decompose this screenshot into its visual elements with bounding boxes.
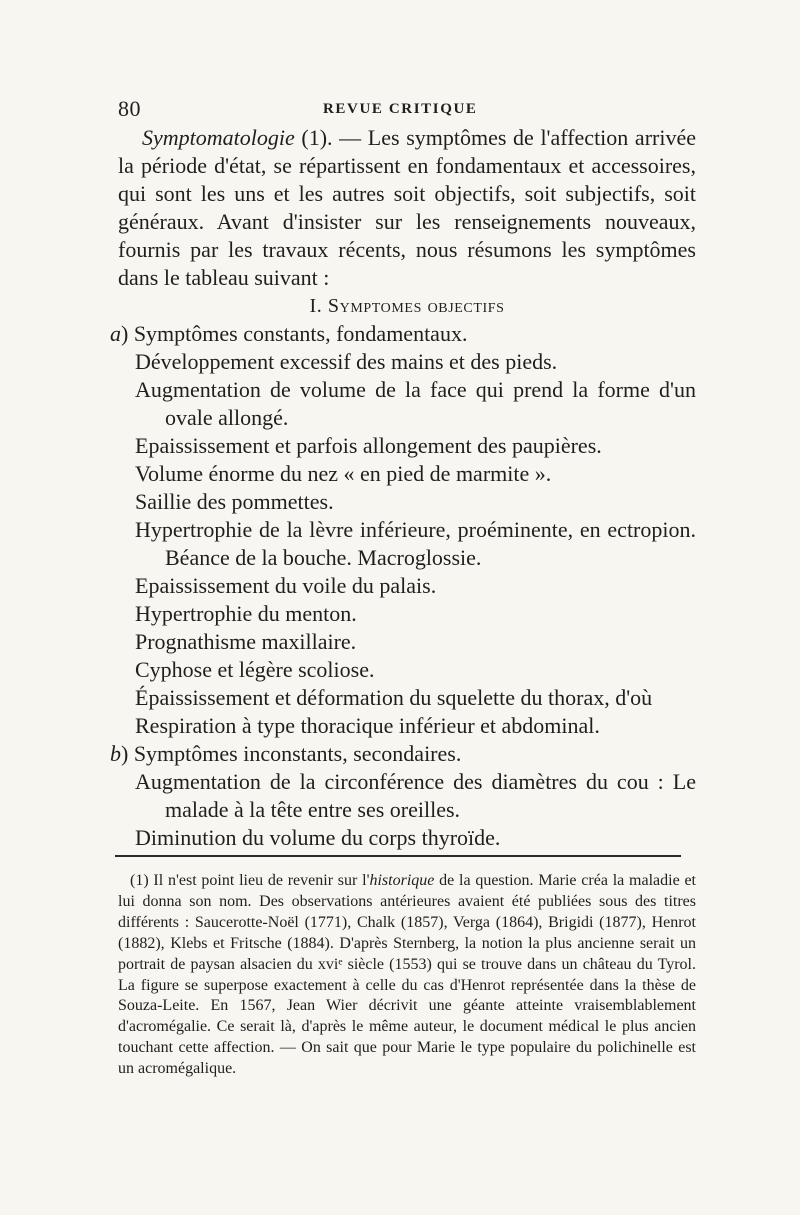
list-item: Cyphose et légère scoliose. — [135, 657, 375, 682]
footnote-rule — [115, 855, 681, 857]
footnote — [118, 871, 696, 1080]
list-item: Saillie des pommettes. — [135, 489, 334, 514]
footnote-text: de la question. Marie créa la maladie et lui donna son nom. Des observations antérieures avaient été publiées sous des titres différents : Saucerotte-Noël (1771), Chalk (1857), Verga (1864), Brigidi (1877), Henrot (1882), Klebs et Fritsche (1884). D'après Sternberg, la notion la plus ancienne serait un portrait de paysan alsacien du xviᵉ siècle (1553) qui se trouve dans un château du Tyrol. La figure se superpose exactement à celle du cas d'Henrot représentée dans la thèse de Souza-Leite. En 1567, Jean Wier décrivit une géante atteinte vraisemblablement d'acromégalie. Ce serait là, d'après le même auteur, le document médical le plus ancien touchant cette affection. — On sait que pour Marie le type populaire du polichinelle est un acromégalique. — [118, 872, 696, 1078]
list-item: Epaississement du voile du palais. — [135, 573, 437, 598]
list-item: Respiration à type thoracique inférieur et abdominal. — [135, 713, 600, 738]
intro-lead-italic: Symptomatologie — [142, 125, 295, 150]
group-b-letter: b — [110, 741, 121, 766]
group-b-label — [110, 740, 696, 768]
footnote-marker: (1) Il n'est point lieu de revenir sur l' — [130, 872, 370, 889]
intro-text: (1). — Les symptômes de l'affection arrivée la période d'état, se répartissent en fondamentaux et accessoires, qui sont les uns et les autres soit objectifs, soit subjectifs, soit généraux. Avant d'insister sur les renseignements nouveaux, fournis par les travaux récents, nous résumons les symptômes dans le tableau suivant : — [118, 125, 696, 290]
group-a-label — [110, 320, 696, 348]
running-head: REVUE CRITIQUE — [323, 101, 478, 117]
group-b-text: ) Symptômes inconstants, secondaires. — [121, 741, 462, 766]
list-item: Hypertrophie du menton. — [135, 601, 357, 626]
footnote-italic: historique — [369, 872, 435, 889]
list-item: Volume énorme du nez « en pied de marmite ». — [135, 461, 552, 486]
list-item: Hypertrophie de la lèvre inférieure, proéminente, en ectropion. Béance de la bouche. Macroglossie. — [135, 517, 696, 570]
list-item: Epaississement et parfois allongement des paupières. — [135, 433, 602, 458]
page-header — [118, 96, 688, 126]
group-a-text: ) Symptômes constants, fondamentaux. — [121, 321, 468, 346]
list-item: Diminution du volume du corps thyroïde. — [135, 825, 501, 850]
list-item: Augmentation de volume de la face qui prend la forme d'un ovale allongé. — [135, 377, 696, 430]
list-item: Développement excessif des mains et des pieds. — [135, 349, 558, 374]
list-item: Épaississement et déformation du squelette du thorax, d'où — [135, 685, 653, 710]
section-title: Symptomes objectifs — [327, 295, 505, 317]
section-heading — [118, 292, 696, 320]
list-item: Prognathisme maxillaire. — [135, 629, 357, 654]
list-item: Augmentation de la circonférence des diamètres du cou : Le malade à la tête entre ses oreilles. — [135, 769, 696, 822]
intro-paragraph — [118, 124, 696, 292]
section-number: I. — [309, 295, 328, 317]
page-number: 80 — [118, 96, 141, 121]
main-text — [110, 124, 696, 852]
group-a-letter: a — [110, 321, 121, 346]
